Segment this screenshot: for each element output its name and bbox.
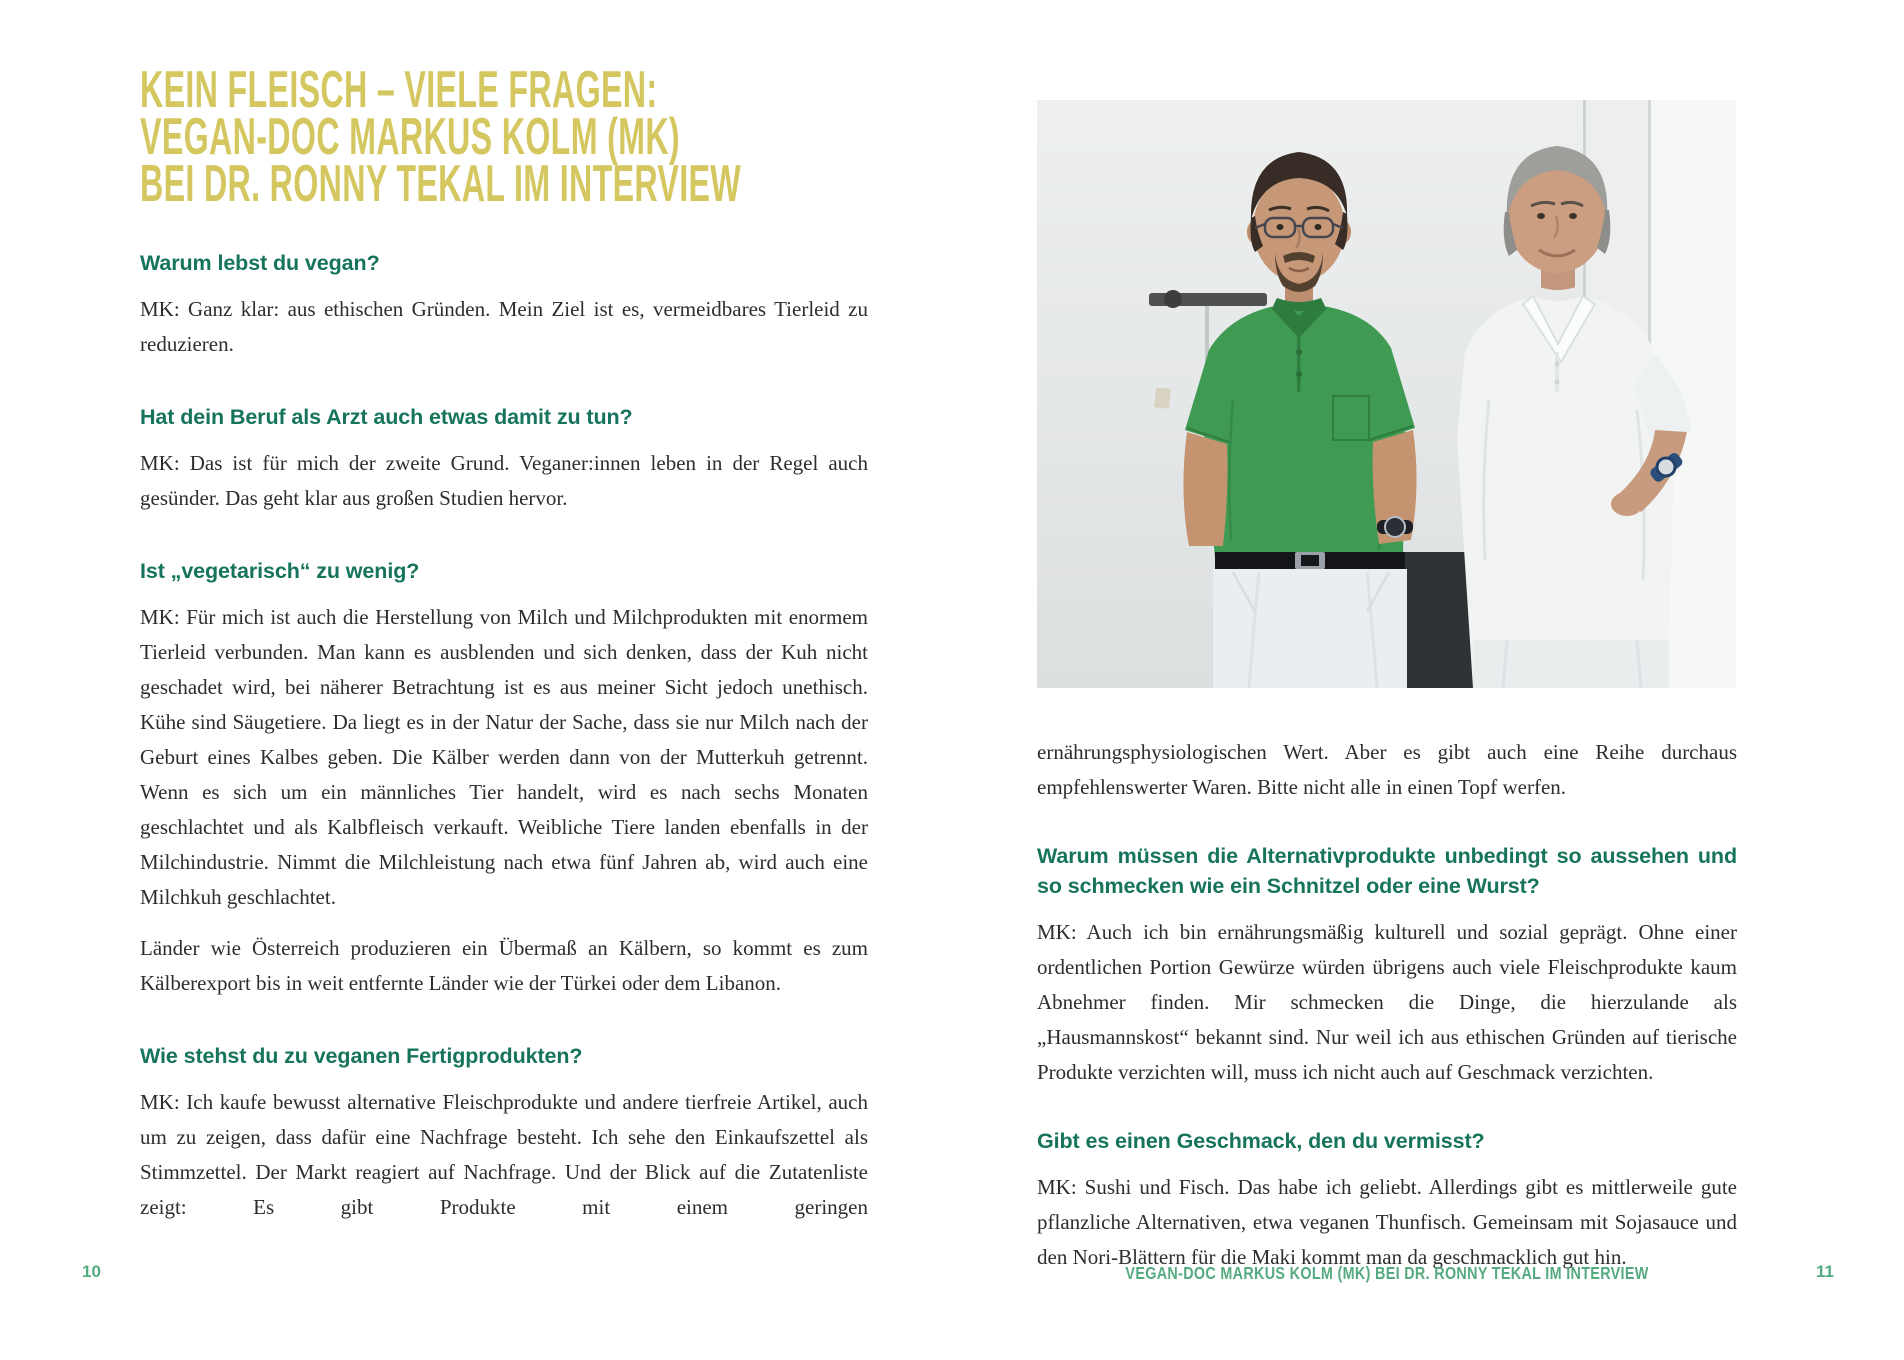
interview-question-5: Warum müssen die Alternativprodukte unbedingt so aussehen und so schmecken wie ein Schnitzel oder eine Wurst? xyxy=(1037,844,1737,898)
headline-line-1: KEIN FLEISCH – VIELE FRAGEN: xyxy=(140,61,658,119)
interview-question-2: Hat dein Beruf als Arzt auch etwas damit zu tun? xyxy=(140,405,633,429)
interview-answer-2: MK: Das ist für mich der zweite Grund. Veganer:innen leben in der Regel auch gesünder. Das geht klar aus großen Studien hervor. xyxy=(140,451,868,510)
right-page-column xyxy=(1037,0,1737,1275)
interview-answer-6: MK: Sushi und Fisch. Das habe ich geliebt. Allerdings gibt es mittlerweile gute pflanzliche Alternativen, etwa veganen Thunfisch. Gemeinsam mit Sojasauce und den Nori-Blättern für die Maki kommt man da geschmacklich gut hin. xyxy=(1037,1175,1737,1269)
page-number-left: 10 xyxy=(82,1262,101,1281)
interview-question-4: Wie stehst du zu veganen Fertigprodukten? xyxy=(140,1044,583,1068)
interview-photo-illustration xyxy=(1037,100,1736,688)
left-page-column xyxy=(140,0,868,1225)
page-number-right: 11 xyxy=(1816,1262,1834,1281)
running-footer-text: VEGAN-DOC MARKUS KOLM (MK) BEI DR. RONNY TEKAL IM INTERVIEW xyxy=(1125,1263,1649,1283)
interview-question-3: Ist „vegetarisch“ zu wenig? xyxy=(140,559,420,583)
interview-answer-3-paragraph-2: Länder wie Österreich produzieren ein Übermaß an Kälbern, so kommt es zum Kälberexport bis in weit entfernte Länder wie der Türkei oder dem Libanon. xyxy=(140,936,868,995)
interview-question-6: Gibt es einen Geschmack, den du vermisst? xyxy=(1037,1129,1485,1153)
running-footer xyxy=(1037,1263,1737,1284)
interview-answer-4-continued: ernährungsphysiologischen Wert. Aber es gibt auch eine Reihe durchaus empfehlenswerter Waren. Bitte nicht alle in einen Topf werfen. xyxy=(1037,740,1737,799)
interview-question-1: Warum lebst du vegan? xyxy=(140,251,380,275)
headline-line-2: VEGAN-DOC MARKUS KOLM (MK) xyxy=(140,108,680,166)
interview-answer-5: MK: Auch ich bin ernährungsmäßig kulturell und sozial geprägt. Ohne einer ordentlichen Portion Gewürze würden übrigens auch viele Fleischprodukte kaum Abnehmer finden. Mir schmecken die Dinge, die hierzulande als „Hausmannskost“ bekannt sind. Nur weil ich aus ethischen Gründen auf tierische Produkte verzichten will, muss ich nicht auch auf Geschmack verzichten. xyxy=(1037,920,1737,1084)
headline-line-3: BEI DR. RONNY TEKAL IM INTERVIEW xyxy=(140,155,742,213)
interview-answer-1: MK: Ganz klar: aus ethischen Gründen. Mein Ziel ist es, vermeidbares Tierleid zu reduzieren. xyxy=(140,297,868,356)
article-headline xyxy=(140,61,868,213)
interview-photo xyxy=(1037,100,1736,688)
interview-answer-4: MK: Ich kaufe bewusst alternative Fleischprodukte und andere tierfreie Artikel, auch um zu zeigen, dass dafür eine Nachfrage besteht. Ich sehe den Einkaufszettel als Stimmzettel. Der Markt reagiert auf Nachfrage. Und der Blick auf die Zutatenliste zeigt: Es gibt Produkte mit einem geringen xyxy=(140,1090,868,1219)
interview-answer-3-paragraph-1: MK: Für mich ist auch die Herstellung von Milch und Milchprodukten mit enormem Tierleid verbunden. Man kann es ausblenden und sich denken, dass der Kuh nicht geschadet wird, bei näherer Betrachtung ist es aus meiner Sicht jedoch unethisch. Kühe sind Säugetiere. Da liegt es in der Natur der Sache, dass sie nur Milch nach der Geburt eines Kalbes geben. Die Kälber werden dann von der Mutterkuh getrennt. Wenn es sich um ein männliches Tier handelt, wird es nach sechs Monaten geschlachtet und als Kalbfleisch verkauft. Weibliche Tiere landen ebenfalls in der Milchindustrie. Nimmt die Milchleistung nach etwa fünf Jahren ab, wird auch eine Milchkuh geschlachtet. xyxy=(140,605,868,909)
